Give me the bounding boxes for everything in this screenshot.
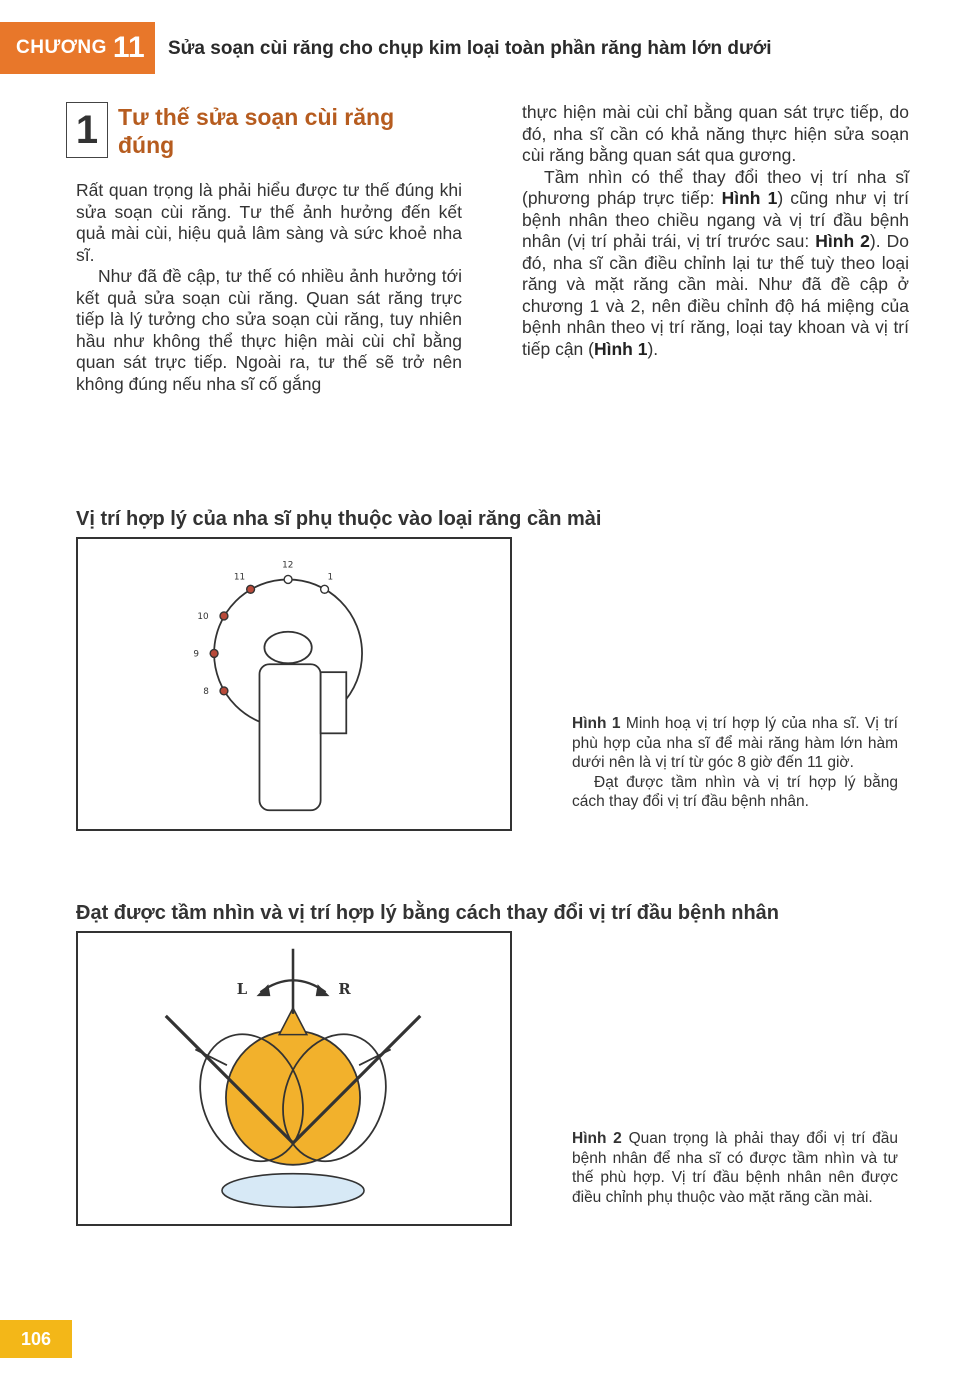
patient-head — [264, 632, 311, 664]
text-run: ). Do đó, nha sĩ cần điều chỉnh lại tư thế tuỳ theo loại răng và mặt răng cần mài. Như đã đề cập ở chương 1 và 2, nên điều chỉnh độ há miệng của bệnh nhân theo vị trí răng, loại tay khoan và vị trí tiếp cận ( — [522, 231, 909, 359]
figure1-caption-text: Minh hoạ vị trí hợp lý của nha sĩ. Vị trí phù hợp của nha sĩ để mài răng hàm lớn hàm dưới nên là vị trí từ góc 8 giờ đến 11 giờ. — [572, 715, 898, 771]
clock-label-10: 10 — [197, 611, 209, 622]
clock-dot-11 — [247, 585, 255, 593]
figure-ref: Hình 1 — [593, 338, 648, 359]
clock-label-9: 9 — [193, 649, 200, 660]
left-paragraph-1: Rất quan trọng là phải hiểu được tư thế đúng khi sửa soạn cùi răng. Tư thế ảnh hưởng đến kết quả mài cùi, hiệu quả lâm sàng và sức khoẻ nha sĩ. — [76, 180, 462, 265]
figure2-illustration — [78, 933, 510, 1224]
text-run: ) cũng như vị trí bệnh nhân theo chiều ngang và vị trí đầu bệnh nhân (vị trí phải trái, vị trí trước sau: — [522, 188, 909, 251]
dental-unit — [321, 672, 347, 733]
clock-label-12: 12 — [282, 560, 294, 571]
figure1-caption-p2: Đạt được tầm nhìn và vị trí hợp lý bằng cách thay đổi vị trí đầu bệnh nhân. — [572, 773, 898, 810]
clock-dot-12 — [284, 575, 292, 583]
chapter-number: 11 — [112, 31, 145, 64]
clock-label-8: 8 — [203, 686, 209, 697]
figure2-caption-label: Hình 2 — [572, 1130, 622, 1147]
figure1-illustration — [78, 539, 510, 829]
label-left: L — [236, 981, 248, 999]
arrow-head-right — [316, 984, 330, 996]
text-run: Tầm nhìn có thể thay đổi theo vị trí nha sĩ (phương pháp trực tiếp: — [522, 166, 909, 208]
figure1-caption — [572, 714, 898, 812]
clock-dot-10 — [220, 612, 228, 620]
right-column — [522, 102, 909, 360]
patient-body — [259, 664, 320, 810]
clock-dot-1 — [321, 585, 329, 593]
left-paragraph-2: Như đã đề cập, tư thế có nhiều ảnh hưởng tới kết quả sửa soạn cùi răng. Quan sát răng trực tiếp là lý tưởng cho sửa soạn cùi răng, tuy nhiên hầu như không thể thực hiện mài cùi chỉ bằng quan sát trực tiếp. Ngoài ra, tư thế sẽ trở nên không đúng nếu nha sĩ cố gắng — [76, 266, 462, 394]
label-right: R — [338, 981, 351, 999]
arrow-head-left — [257, 984, 271, 996]
clock-dot-8 — [220, 687, 228, 695]
figure2-frame — [76, 931, 512, 1226]
chapter-title: Sửa soạn cùi răng cho chụp kim loại toàn phần răng hàm lớn dưới — [168, 38, 772, 59]
figure2-caption — [572, 1129, 898, 1207]
left-column — [76, 180, 462, 395]
figure1-caption-label: Hình 1 — [572, 715, 621, 732]
text-run: ). — [647, 338, 659, 359]
right-paragraph-1: thực hiện mài cùi chỉ bằng quan sát trực tiếp, do đó, nha sĩ cần có khả năng thực hiện sửa soạn cùi răng bằng quan sát qua gương. — [522, 102, 909, 165]
section-title: Tư thế sửa soạn cùi răng đúng — [118, 104, 395, 158]
chapter-word: CHƯƠNG — [16, 37, 107, 58]
clock-dot-9 — [210, 649, 218, 657]
figure1-heading: Vị trí hợp lý của nha sĩ phụ thuộc vào loại răng cần mài — [76, 508, 602, 530]
page-number: 106 — [0, 1320, 72, 1358]
headrest-ellipse — [222, 1174, 364, 1208]
figure-ref: Hình 1 — [721, 188, 778, 208]
figure1-frame — [76, 537, 512, 831]
clock-label-1: 1 — [327, 572, 334, 583]
figure-ref: Hình 2 — [815, 231, 870, 251]
chapter-tab — [0, 22, 155, 74]
section-number: 1 — [66, 102, 108, 158]
figure2-heading: Đạt được tầm nhìn và vị trí hợp lý bằng cách thay đổi vị trí đầu bệnh nhân — [76, 902, 780, 924]
figure2-caption-text: Quan trọng là phải thay đổi vị trí đầu bệnh nhân để nha sĩ có được tầm nhìn và tư thế phù hợp. Vị trí đầu bệnh nhân nên được điều chỉnh phụ thuộc vào mặt răng cần mài. — [572, 1130, 898, 1206]
clock-label-11: 11 — [233, 572, 246, 583]
right-paragraph-2 — [522, 167, 909, 361]
